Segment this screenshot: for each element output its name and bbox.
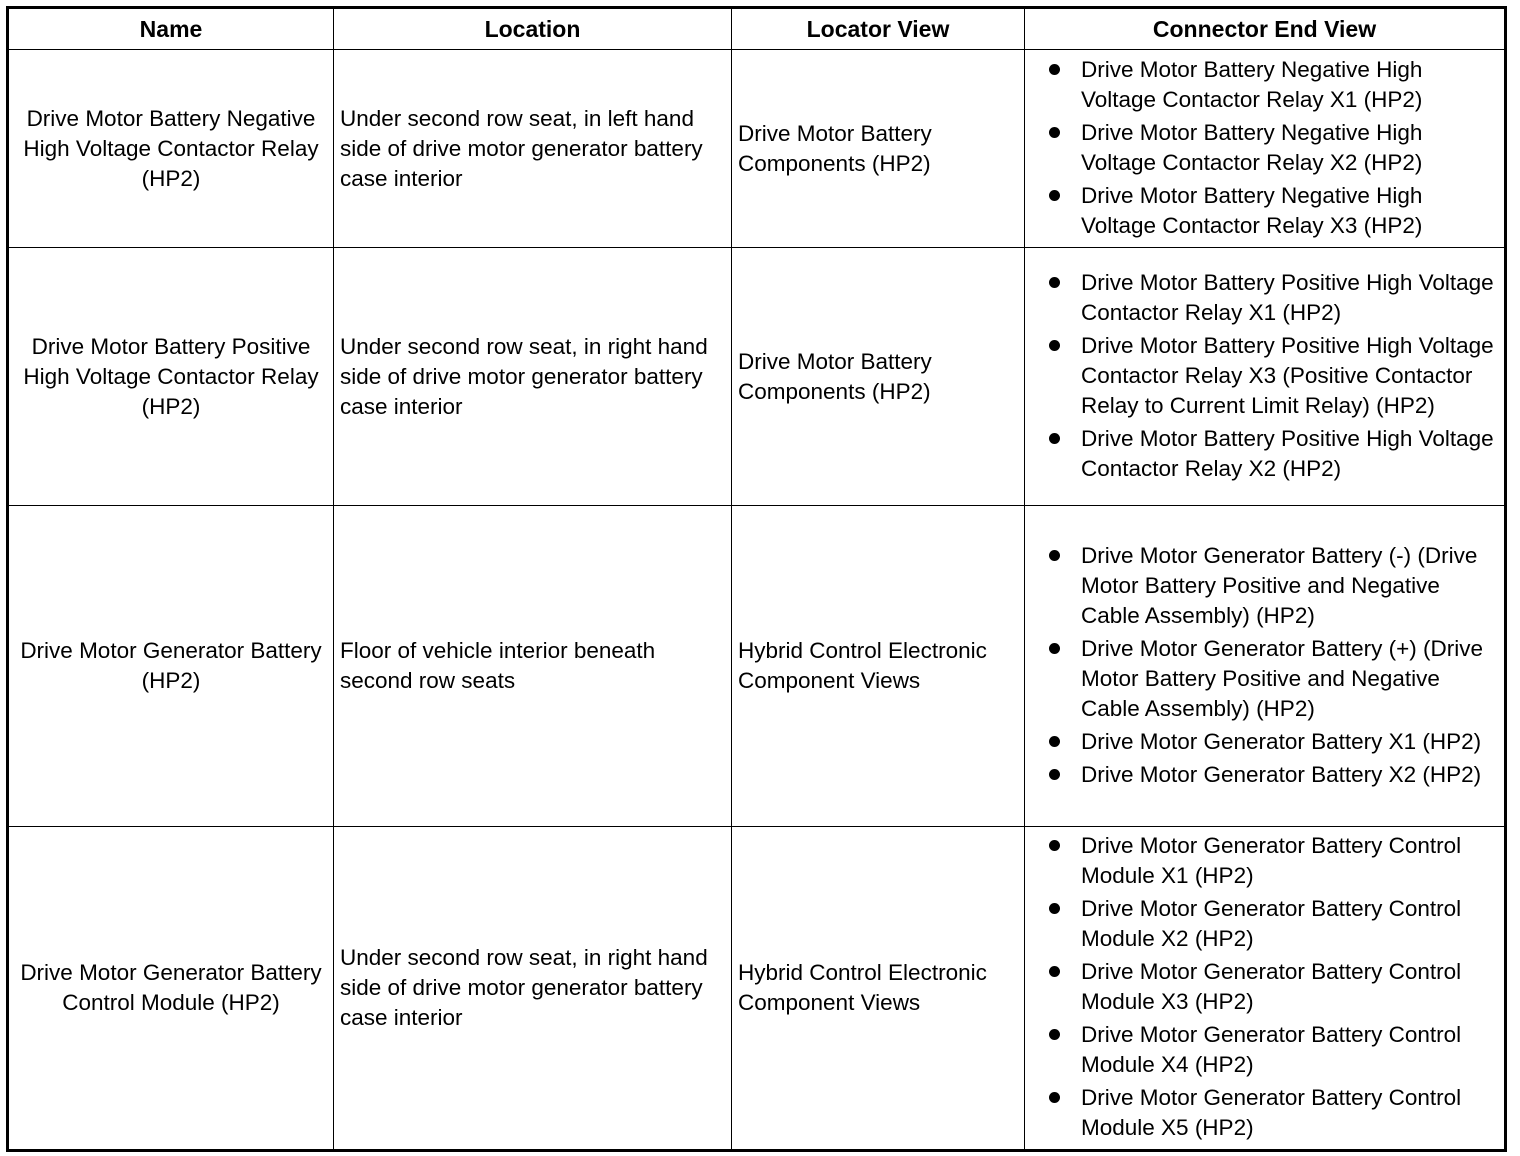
bullet-icon — [1049, 736, 1060, 747]
connector-item[interactable] — [1025, 760, 1496, 790]
component-name-cell: Drive Motor Battery Negative High Voltage Contactor Relay (HP2) — [8, 50, 334, 248]
connector-label: Drive Motor Generator Battery Control Module X3 (HP2) — [1081, 959, 1462, 1014]
bullet-icon — [1049, 340, 1060, 351]
connector-label: Drive Motor Battery Negative High Voltage Contactor Relay X1 (HP2) — [1081, 56, 1423, 112]
location-cell: Under second row seat, in right hand side of drive motor generator battery case interior — [334, 827, 732, 1151]
connector-item[interactable] — [1025, 1083, 1496, 1143]
bullet-icon — [1049, 769, 1060, 780]
connector-item[interactable] — [1025, 634, 1496, 724]
component-name-cell: Drive Motor Battery Positive High Voltage Contactor Relay (HP2) — [8, 248, 334, 506]
connector-label: Drive Motor Battery Negative High Voltage Contactor Relay X2 (HP2) — [1081, 119, 1423, 175]
connector-item[interactable] — [1025, 55, 1496, 115]
connector-end-view-cell — [1025, 827, 1506, 1151]
bullet-icon — [1049, 903, 1060, 914]
table-row — [8, 50, 1506, 248]
connector-label: Drive Motor Battery Positive High Voltage Contactor Relay X3 (Positive Contactor Relay to Current Limit Relay) (HP2) — [1081, 332, 1494, 418]
table-row — [8, 248, 1506, 506]
connector-label: Drive Motor Generator Battery Control Module X1 (HP2) — [1081, 833, 1462, 888]
connector-item[interactable] — [1025, 831, 1496, 891]
connector-item[interactable] — [1025, 424, 1496, 484]
connector-label: Drive Motor Generator Battery (+) (Drive Motor Battery Positive and Negative Cable Assembly) (HP2) — [1081, 635, 1483, 721]
component-name-cell: Drive Motor Generator Battery (HP2) — [8, 506, 334, 827]
location-cell: Floor of vehicle interior beneath second row seats — [334, 506, 732, 827]
header-name: Name — [8, 8, 334, 50]
table-header — [8, 8, 1506, 50]
connector-list — [1025, 831, 1496, 1143]
bullet-icon — [1049, 433, 1060, 444]
component-locator-table — [6, 6, 1507, 1152]
component-name-cell: Drive Motor Generator Battery Control Module (HP2) — [8, 827, 334, 1151]
table-body — [8, 50, 1506, 1151]
table-row — [8, 827, 1506, 1151]
header-locator-view: Locator View — [732, 8, 1025, 50]
bullet-icon — [1049, 1029, 1060, 1040]
connector-item[interactable] — [1025, 894, 1496, 954]
connector-label: Drive Motor Battery Positive High Voltage Contactor Relay X1 (HP2) — [1081, 269, 1494, 325]
connector-list — [1025, 268, 1496, 484]
connector-label: Drive Motor Generator Battery Control Module X4 (HP2) — [1081, 1022, 1462, 1077]
connector-label: Drive Motor Generator Battery (-) (Drive Motor Battery Positive and Negative Cable Assembly) (HP2) — [1081, 542, 1478, 628]
connector-item[interactable] — [1025, 541, 1496, 631]
bullet-icon — [1049, 277, 1060, 288]
connector-end-view-cell — [1025, 506, 1506, 827]
header-connector-end-view: Connector End View — [1025, 8, 1506, 50]
location-cell: Under second row seat, in left hand side of drive motor generator battery case interior — [334, 50, 732, 248]
connector-label: Drive Motor Generator Battery Control Module X2 (HP2) — [1081, 896, 1462, 951]
connector-list — [1025, 55, 1496, 241]
location-cell: Under second row seat, in right hand side of drive motor generator battery case interior — [334, 248, 732, 506]
connector-label: Drive Motor Battery Negative High Voltage Contactor Relay X3 (HP2) — [1081, 182, 1423, 238]
connector-item[interactable] — [1025, 268, 1496, 328]
connector-item[interactable] — [1025, 727, 1496, 757]
connector-label: Drive Motor Generator Battery Control Module X5 (HP2) — [1081, 1085, 1462, 1140]
bullet-icon — [1049, 64, 1060, 75]
bullet-icon — [1049, 643, 1060, 654]
connector-item[interactable] — [1025, 331, 1496, 421]
connector-list — [1025, 541, 1496, 790]
connector-label: Drive Motor Generator Battery X2 (HP2) — [1081, 761, 1482, 787]
bullet-icon — [1049, 550, 1060, 561]
bullet-icon — [1049, 840, 1060, 851]
connector-label: Drive Motor Battery Positive High Voltage Contactor Relay X2 (HP2) — [1081, 425, 1494, 481]
connector-item[interactable] — [1025, 181, 1496, 241]
connector-label: Drive Motor Generator Battery X1 (HP2) — [1081, 728, 1482, 754]
bullet-icon — [1049, 1092, 1060, 1103]
bullet-icon — [1049, 966, 1060, 977]
connector-item[interactable] — [1025, 118, 1496, 178]
header-row — [8, 8, 1506, 50]
connector-end-view-cell — [1025, 248, 1506, 506]
locator-view-link[interactable]: Hybrid Control Electronic Component Views — [732, 506, 1025, 827]
connector-item[interactable] — [1025, 957, 1496, 1017]
bullet-icon — [1049, 127, 1060, 138]
connector-end-view-cell — [1025, 50, 1506, 248]
table-row — [8, 506, 1506, 827]
locator-view-link[interactable]: Hybrid Control Electronic Component Views — [732, 827, 1025, 1151]
locator-view-link[interactable]: Drive Motor Battery Components (HP2) — [732, 50, 1025, 248]
header-location: Location — [334, 8, 732, 50]
connector-item[interactable] — [1025, 1020, 1496, 1080]
locator-view-link[interactable]: Drive Motor Battery Components (HP2) — [732, 248, 1025, 506]
bullet-icon — [1049, 190, 1060, 201]
